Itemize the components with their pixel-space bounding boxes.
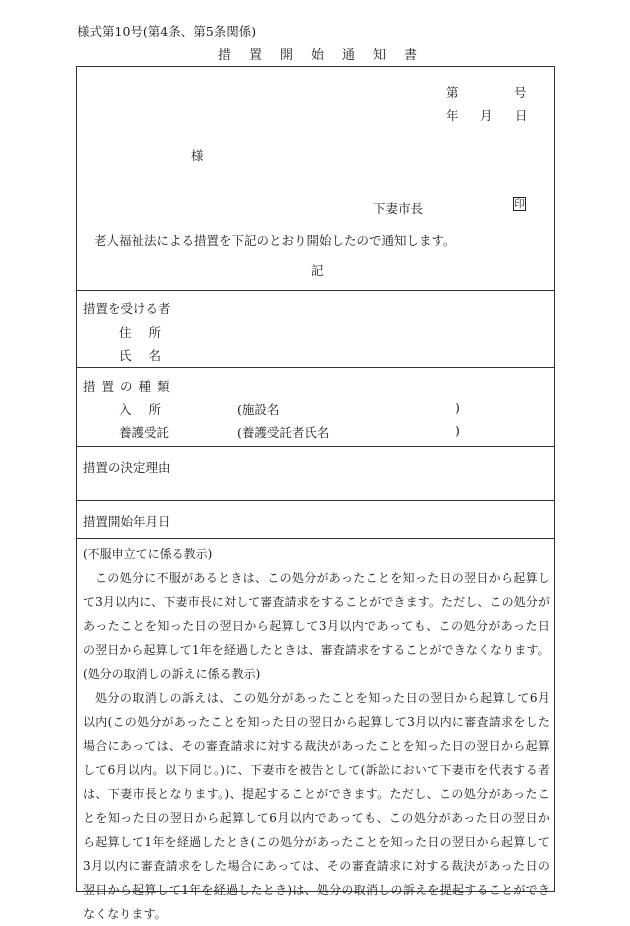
foster-carer-name-label: (養護受託者氏名 xyxy=(237,425,330,440)
revocation-text: 処分の取消しの訴えは、この処分があったことを知った日の翌日から起算して6月以内(この処分があったことを知った日の翌日から起算して3月以内に審査請求をした場合にあっては、その審査請求に対する裁決があったことを知った日の翌日から起算して6月以内。以下同じ。)に、下妻市を被告として(訴訟において下妻市を代表する者は、下妻市長となります。)、提起することができます。ただし、この処分があったことを知った日の翌日から起算して6月以内であっても、この処分があった日の翌日から起算して1年を経過したとき(この処分があったことを知った日の翌日から起算して3月以内に審査請求をした場合にあっては、その審査請求に対する裁決があった日の翌日から起算して1年を経過したとき)は、処分の取消しの訴えを提起することができなくなります。 xyxy=(83,691,550,921)
measure-type-section xyxy=(77,367,554,447)
address-label: 住所 xyxy=(119,325,179,340)
measure-type-heading: 措置の種類 xyxy=(83,379,176,394)
ki-label: 記 xyxy=(311,263,324,278)
date-year: 年 xyxy=(446,108,459,123)
form-number: 様式第10号(第4条、第5条関係) xyxy=(77,24,257,39)
recipient-heading: 措置を受ける者 xyxy=(83,301,171,316)
number-prefix: 第 xyxy=(446,85,459,100)
notice-body xyxy=(83,542,550,926)
notice-statement: 老人福祉法による措置を下記のとおり開始したので通知します。 xyxy=(94,233,456,248)
recipient-section xyxy=(77,290,554,368)
objection-heading: (不服申立てに係る教示) xyxy=(83,547,213,561)
seal-stamp: 印 xyxy=(514,198,525,210)
start-date-heading: 措置開始年月日 xyxy=(83,514,171,529)
admission-label: 入所 xyxy=(119,402,179,417)
foster-close-paren: ) xyxy=(455,423,460,438)
revocation-heading: (処分の取消しの訴えに係る教示) xyxy=(83,667,261,681)
facility-close-paren: ) xyxy=(455,400,460,415)
form-frame xyxy=(76,66,555,921)
objection-text: この処分に不服があるときは、この処分があったことを知った日の翌日から起算して3月以内に、下妻市長に対して審査請求をすることができます。ただし、この処分があったことを知った日の翌日から起算して3月以内であっても、この処分があった日の翌日から起算して1年を経過したときは、審査請求をすることができなくなります。 xyxy=(83,571,550,657)
notice-section xyxy=(77,538,554,921)
number-suffix: 号 xyxy=(514,85,527,100)
facility-name-label: (施設名 xyxy=(237,402,280,417)
issuer-name: 下妻市長 xyxy=(373,201,424,216)
header-section xyxy=(77,67,554,291)
addressee-suffix: 様 xyxy=(191,148,204,163)
decision-reason-heading: 措置の決定理由 xyxy=(83,460,171,475)
decision-reason-section xyxy=(77,446,554,501)
foster-care-label: 養護受託 xyxy=(119,425,170,440)
document-title: 措置開始通知書 xyxy=(218,48,436,63)
start-date-section xyxy=(77,500,554,539)
name-label: 氏名 xyxy=(119,348,179,363)
date-month: 月 xyxy=(480,108,493,123)
date-day: 日 xyxy=(515,108,528,123)
